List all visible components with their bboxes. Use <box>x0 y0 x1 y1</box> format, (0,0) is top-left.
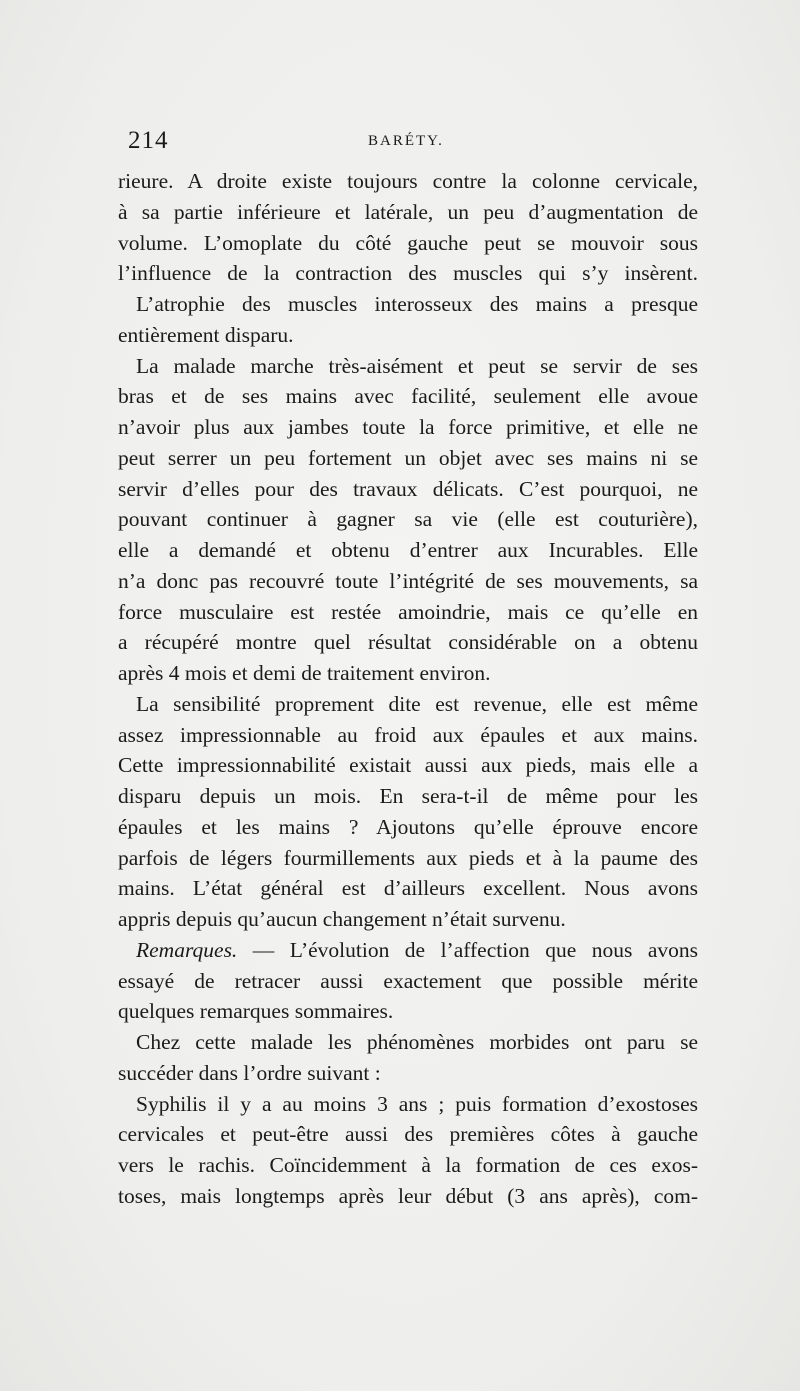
text-line: La sensibilité proprement dite est revenue, elle est même <box>136 691 698 716</box>
text-line: à sa partie inférieure et latérale, un peu d’augmentation de <box>118 199 698 224</box>
text-line: rieure. A droite existe toujours contre la colonne cervicale, <box>118 169 698 193</box>
text-line: assez impressionnable au froid aux épaules et aux mains. <box>118 722 698 747</box>
text-line: l’influence de la contraction des muscles qui s’y insèrent. <box>118 261 698 286</box>
text-line: appris depuis qu’aucun changement n’était survenu. <box>118 907 566 931</box>
text-line: force musculaire est restée amoindrie, mais ce qu’elle en <box>118 599 698 624</box>
text-line: parfois de légers fourmillements aux pieds et à la paume des <box>118 845 698 870</box>
text-line: Cette impressionnabilité existait aussi aux pieds, mais elle a <box>118 753 698 778</box>
body-text <box>118 166 698 1212</box>
text-line: essayé de retracer aussi exactement que possible mérite <box>118 968 698 993</box>
text-line: pouvant continuer à gagner sa vie (elle est couturière), <box>118 507 698 532</box>
text-line: peut serrer un peu fortement un objet avec ses mains ni se <box>118 445 698 470</box>
text-line: vers le rachis. Coïncidemment à la formation de ces exos- <box>118 1153 698 1177</box>
text-line: après 4 mois et demi de traitement environ. <box>118 661 491 685</box>
text-line: disparu depuis un mois. En sera-t-il de même pour les <box>118 784 698 808</box>
text-line: a récupéré montre quel résultat considérable on a obtenu <box>118 630 698 655</box>
page-header <box>128 127 698 157</box>
text-line: cervicales et peut-être aussi des premières côtes à gauche <box>118 1122 698 1147</box>
text-line: volume. L’omoplate du côté gauche peut se mouvoir sous <box>118 230 698 255</box>
text-line: n’avoir plus aux jambes toute la force primitive, et elle ne <box>118 415 698 439</box>
text-line: toses, mais longtemps après leur début (3 ans après), com- <box>118 1183 698 1208</box>
running-head: BARÉTY. <box>368 133 444 149</box>
page-number: 214 <box>128 127 169 154</box>
text-line <box>118 935 698 966</box>
text-line: mains. L’état général est d’ailleurs excellent. Nous avons <box>118 876 698 901</box>
text-line: entièrement disparu. <box>118 322 294 347</box>
text-line: épaules et les mains ? Ajoutons qu’elle éprouve encore <box>118 814 698 839</box>
text-line: n’a donc pas recouvré toute l’intégrité de ses mouvements, sa <box>118 568 698 593</box>
italic-lead: Remarques. <box>136 937 238 962</box>
text-line: servir d’elles pour des travaux délicats. C’est pourquoi, ne <box>118 476 698 501</box>
text-line: succéder dans l’ordre suivant : <box>118 1060 381 1085</box>
text-line: L’atrophie des muscles interosseux des mains a presque <box>136 292 698 316</box>
text-line: La malade marche très-aisément et peut se servir de ses <box>136 353 698 378</box>
text-line: Chez cette malade les phénomènes morbides ont paru se <box>136 1030 698 1054</box>
text-line: quelques remarques sommaires. <box>118 999 394 1024</box>
text-line: bras et de ses mains avec facilité, seulement elle avoue <box>118 384 698 409</box>
text-line: elle a demandé et obtenu d’entrer aux Incurables. Elle <box>118 538 698 562</box>
text-line: Syphilis il y a au moins 3 ans ; puis formation d’exostoses <box>136 1091 698 1116</box>
line-rest: — L’évolution de l’affection que nous avons <box>237 937 698 962</box>
